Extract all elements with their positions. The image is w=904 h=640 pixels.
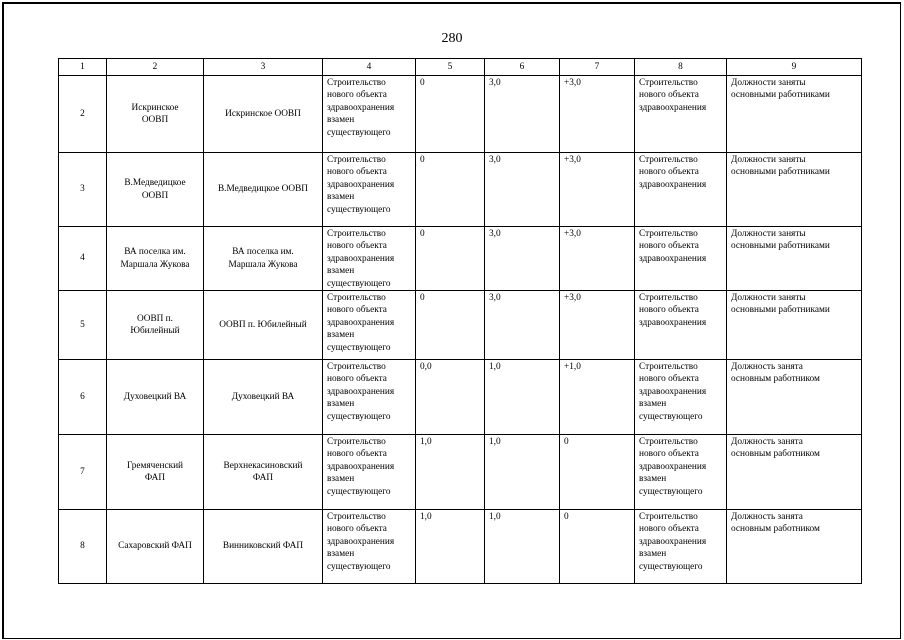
value-before-cell: 0 — [416, 227, 485, 291]
action-description-cell: Строительство нового объекта здравоохранения взамен существующего — [323, 291, 416, 360]
old-facility-name-cell: ВА поселка им. Маршала Жукова — [107, 227, 204, 291]
value-before-cell: 0 — [416, 153, 485, 227]
facilities-table — [58, 58, 862, 584]
result-description-cell: Строительство нового объекта здравоохранения взамен существующего — [635, 510, 727, 584]
value-after-cell: 1,0 — [485, 510, 560, 584]
action-description-cell: Строительство нового объекта здравоохранения взамен существующего — [323, 227, 416, 291]
value-after-cell: 1,0 — [485, 435, 560, 510]
old-facility-name-cell: Духовецкий ВА — [107, 360, 204, 435]
table-row — [59, 76, 862, 153]
old-facility-name-cell: ООВП п. Юбилейный — [107, 291, 204, 360]
column-header: 5 — [416, 59, 485, 76]
new-facility-name-cell: Верхнекасиновский ФАП — [204, 435, 323, 510]
staffing-note-cell: Должности заняты основными работниками — [727, 153, 862, 227]
value-before-cell: 0 — [416, 291, 485, 360]
table-row — [59, 153, 862, 227]
old-facility-name-cell: Гремяченский ФАП — [107, 435, 204, 510]
staffing-note-cell: Должности заняты основными работниками — [727, 291, 862, 360]
value-before-cell: 0 — [416, 76, 485, 153]
column-header: 8 — [635, 59, 727, 76]
table-header-row — [59, 59, 862, 76]
change-value-cell: +3,0 — [560, 291, 635, 360]
column-header: 3 — [204, 59, 323, 76]
old-facility-name-cell: В.Медведицкое ООВП — [107, 153, 204, 227]
new-facility-name-cell: Винниковский ФАП — [204, 510, 323, 584]
value-after-cell: 3,0 — [485, 76, 560, 153]
table-row — [59, 227, 862, 291]
column-header: 1 — [59, 59, 107, 76]
value-before-cell: 1,0 — [416, 510, 485, 584]
table-row — [59, 360, 862, 435]
value-after-cell: 3,0 — [485, 153, 560, 227]
value-before-cell: 1,0 — [416, 435, 485, 510]
result-description-cell: Строительство нового объекта здравоохранения — [635, 153, 727, 227]
result-description-cell: Строительство нового объекта здравоохранения — [635, 291, 727, 360]
old-facility-name-cell: Искринское ООВП — [107, 76, 204, 153]
row-number-cell: 7 — [59, 435, 107, 510]
staffing-note-cell: Должности заняты основными работниками — [727, 76, 862, 153]
column-header: 9 — [727, 59, 862, 76]
result-description-cell: Строительство нового объекта здравоохранения взамен существующего — [635, 360, 727, 435]
new-facility-name-cell: В.Медведицкое ООВП — [204, 153, 323, 227]
page-number: 280 — [441, 31, 463, 46]
change-value-cell: +3,0 — [560, 227, 635, 291]
value-after-cell: 3,0 — [485, 291, 560, 360]
staffing-note-cell: Должности заняты основными работниками — [727, 227, 862, 291]
row-number-cell: 2 — [59, 76, 107, 153]
staffing-note-cell: Должность занята основным работником — [727, 360, 862, 435]
staffing-note-cell: Должность занята основным работником — [727, 435, 862, 510]
change-value-cell: 0 — [560, 510, 635, 584]
change-value-cell: +3,0 — [560, 76, 635, 153]
action-description-cell: Строительство нового объекта здравоохранения взамен существующего — [323, 76, 416, 153]
change-value-cell: +1,0 — [560, 360, 635, 435]
new-facility-name-cell: ООВП п. Юбилейный — [204, 291, 323, 360]
row-number-cell: 6 — [59, 360, 107, 435]
action-description-cell: Строительство нового объекта здравоохранения взамен существующего — [323, 435, 416, 510]
value-after-cell: 1,0 — [485, 360, 560, 435]
new-facility-name-cell: Искринское ООВП — [204, 76, 323, 153]
value-after-cell: 3,0 — [485, 227, 560, 291]
value-before-cell: 0,0 — [416, 360, 485, 435]
result-description-cell: Строительство нового объекта здравоохранения взамен существующего — [635, 435, 727, 510]
table-row — [59, 291, 862, 360]
new-facility-name-cell: Духовецкий ВА — [204, 360, 323, 435]
staffing-note-cell: Должность занята основным работником — [727, 510, 862, 584]
row-number-cell: 8 — [59, 510, 107, 584]
table-row — [59, 510, 862, 584]
row-number-cell: 5 — [59, 291, 107, 360]
action-description-cell: Строительство нового объекта здравоохранения взамен существующего — [323, 510, 416, 584]
column-header: 4 — [323, 59, 416, 76]
row-number-cell: 3 — [59, 153, 107, 227]
column-header: 2 — [107, 59, 204, 76]
column-header: 6 — [485, 59, 560, 76]
column-header: 7 — [560, 59, 635, 76]
table-row — [59, 435, 862, 510]
change-value-cell: 0 — [560, 435, 635, 510]
action-description-cell: Строительство нового объекта здравоохранения взамен существующего — [323, 153, 416, 227]
new-facility-name-cell: ВА поселка им. Маршала Жукова — [204, 227, 323, 291]
change-value-cell: +3,0 — [560, 153, 635, 227]
old-facility-name-cell: Сахаровский ФАП — [107, 510, 204, 584]
result-description-cell: Строительство нового объекта здравоохранения — [635, 76, 727, 153]
action-description-cell: Строительство нового объекта здравоохранения взамен существующего — [323, 360, 416, 435]
row-number-cell: 4 — [59, 227, 107, 291]
result-description-cell: Строительство нового объекта здравоохранения — [635, 227, 727, 291]
